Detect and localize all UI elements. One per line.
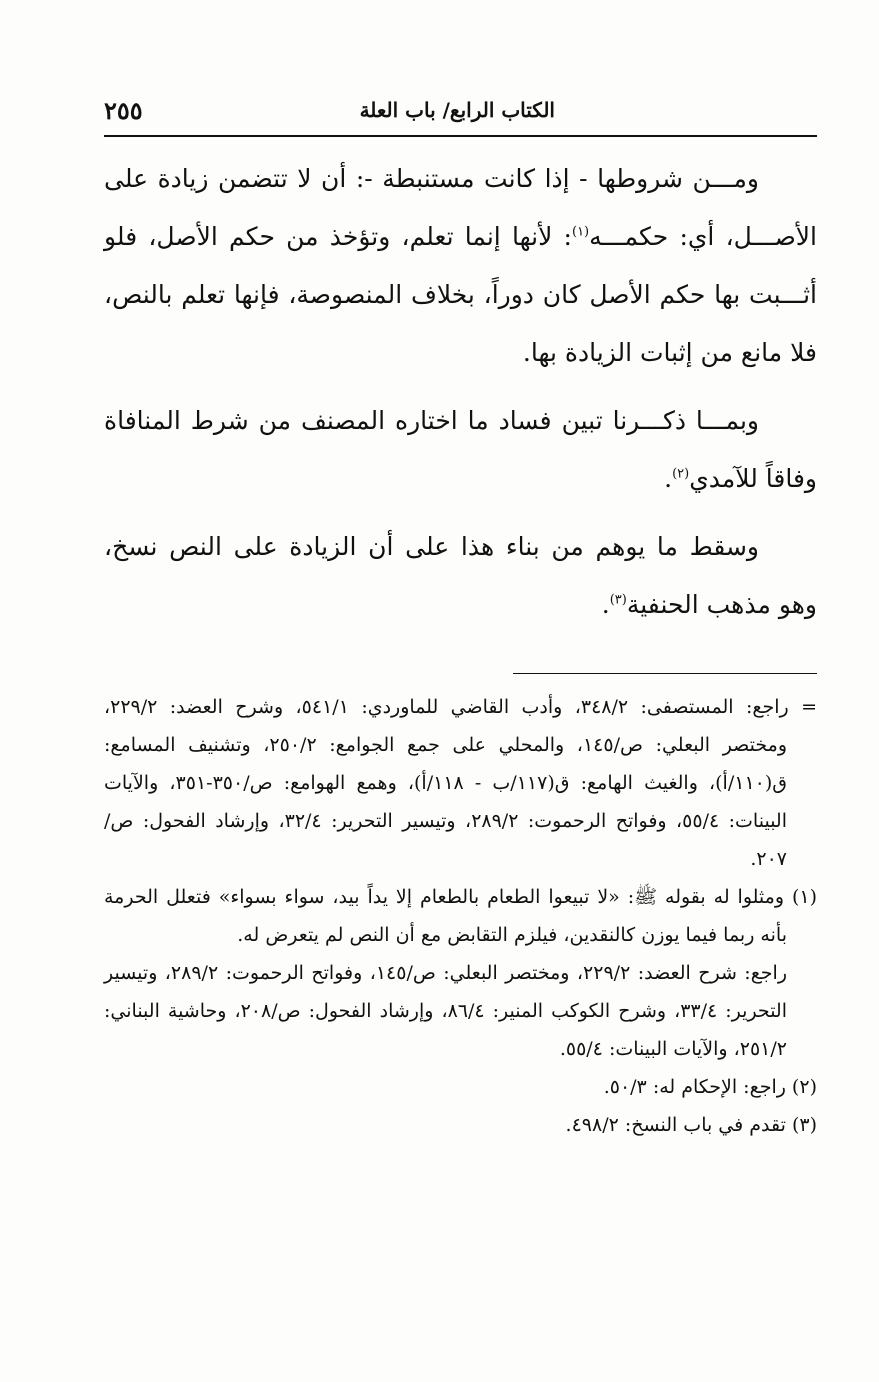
header-rule (104, 135, 817, 137)
paragraph-1 (104, 150, 817, 382)
footnote-1: (١) ومثلوا له بقوله ﷺ: «لا تبيعوا الطعام بالطعام إلا يداً بيد، سواء بسواء» فتعلل الحرمة بأنه ربما فيما يوزن كالنقدين، فيلزم التقابض مع أن النص لم يتعرض له. (104, 886, 817, 946)
footnote-continuation: = راجع: المستصفى: ٣٤٨/٢، وأدب القاضي للماوردي: ٥٤١/١، وشرح العضد: ٢٢٩/٢، ومختصر البعلي: ص/١٤٥، والمحلي على جمع الجوامع: ٢٥٠/٢، وتشنيف المسامع: ق(١١٠/أ)، والغيث الهامع: ق(١١٧/ب - ١١٨/أ)، وهمع الهوامع: ص/٣٥٠-٣٥١، والآيات البينات: ٥٥/٤، وفواتح الرحموت: ٢٨٩/٢، وتيسير التحرير: ٣٢/٤، وإرشاد الفحول: ص/٢٠٧. (104, 696, 818, 870)
footnotes (104, 688, 817, 1144)
paragraph-1-text-a: ومـــن شروطها - إذا كانت مستنبطة -: أن لا تتضمن زيادة على الأصـــل، أي: حكمـــه (104, 164, 818, 251)
paragraph-3-text-b: . (601, 590, 610, 619)
paragraph-1-text-b: : لأنها إنما تعلم، وتؤخذ من حكم الأصل، فلو أثـــبت بها حكم الأصل كان دوراً، بخلاف المنصوصة، فإنها تعلم بالنص، فلا مانع من إثبات الزيادة بها. (104, 222, 817, 367)
footnote-separator (513, 673, 817, 674)
footnote-ref-3: (٣) (609, 592, 627, 608)
paragraph-3 (104, 518, 817, 634)
paragraph-3-text-a: وسقط ما يوهم من بناء هذا على أن الزيادة على النص نسخ، وهو مذهب الحنفية (104, 532, 817, 619)
paragraph-2-text-b: . (664, 464, 673, 493)
footnote-2: (٢) راجع: الإحكام له: ٥٠/٣. (603, 1076, 817, 1098)
chapter-title: الكتاب الرابع/ باب العلة (359, 98, 555, 122)
running-header (104, 92, 817, 132)
footnote-ref-1: (١) (571, 224, 590, 240)
paragraph-2 (104, 392, 817, 508)
footnote-3: (٣) تقدم في باب النسخ: ٤٩٨/٢. (565, 1114, 817, 1136)
main-text (104, 150, 817, 644)
footnote-1-references: راجع: شرح العضد: ٢٢٩/٢، ومختصر البعلي: ص/١٤٥، وفواتح الرحموت: ٢٨٩/٢، وتيسير التحرير: ٣٣/٤، وشرح الكوكب المنير: ٨٦/٤، وإرشاد الفحول: ص/٢٠٨، وحاشية البناني: ٢٥١/٢، والآيات البينات: ٥٥/٤. (104, 962, 788, 1060)
paragraph-2-text-a: وبمـــا ذكـــرنا تبين فساد ما اختاره المصنف من شرط المنافاة وفاقاً للآمدي (104, 406, 817, 493)
page-number: ٢٥٥ (104, 96, 143, 125)
footnote-ref-2: (٢) (672, 466, 690, 482)
